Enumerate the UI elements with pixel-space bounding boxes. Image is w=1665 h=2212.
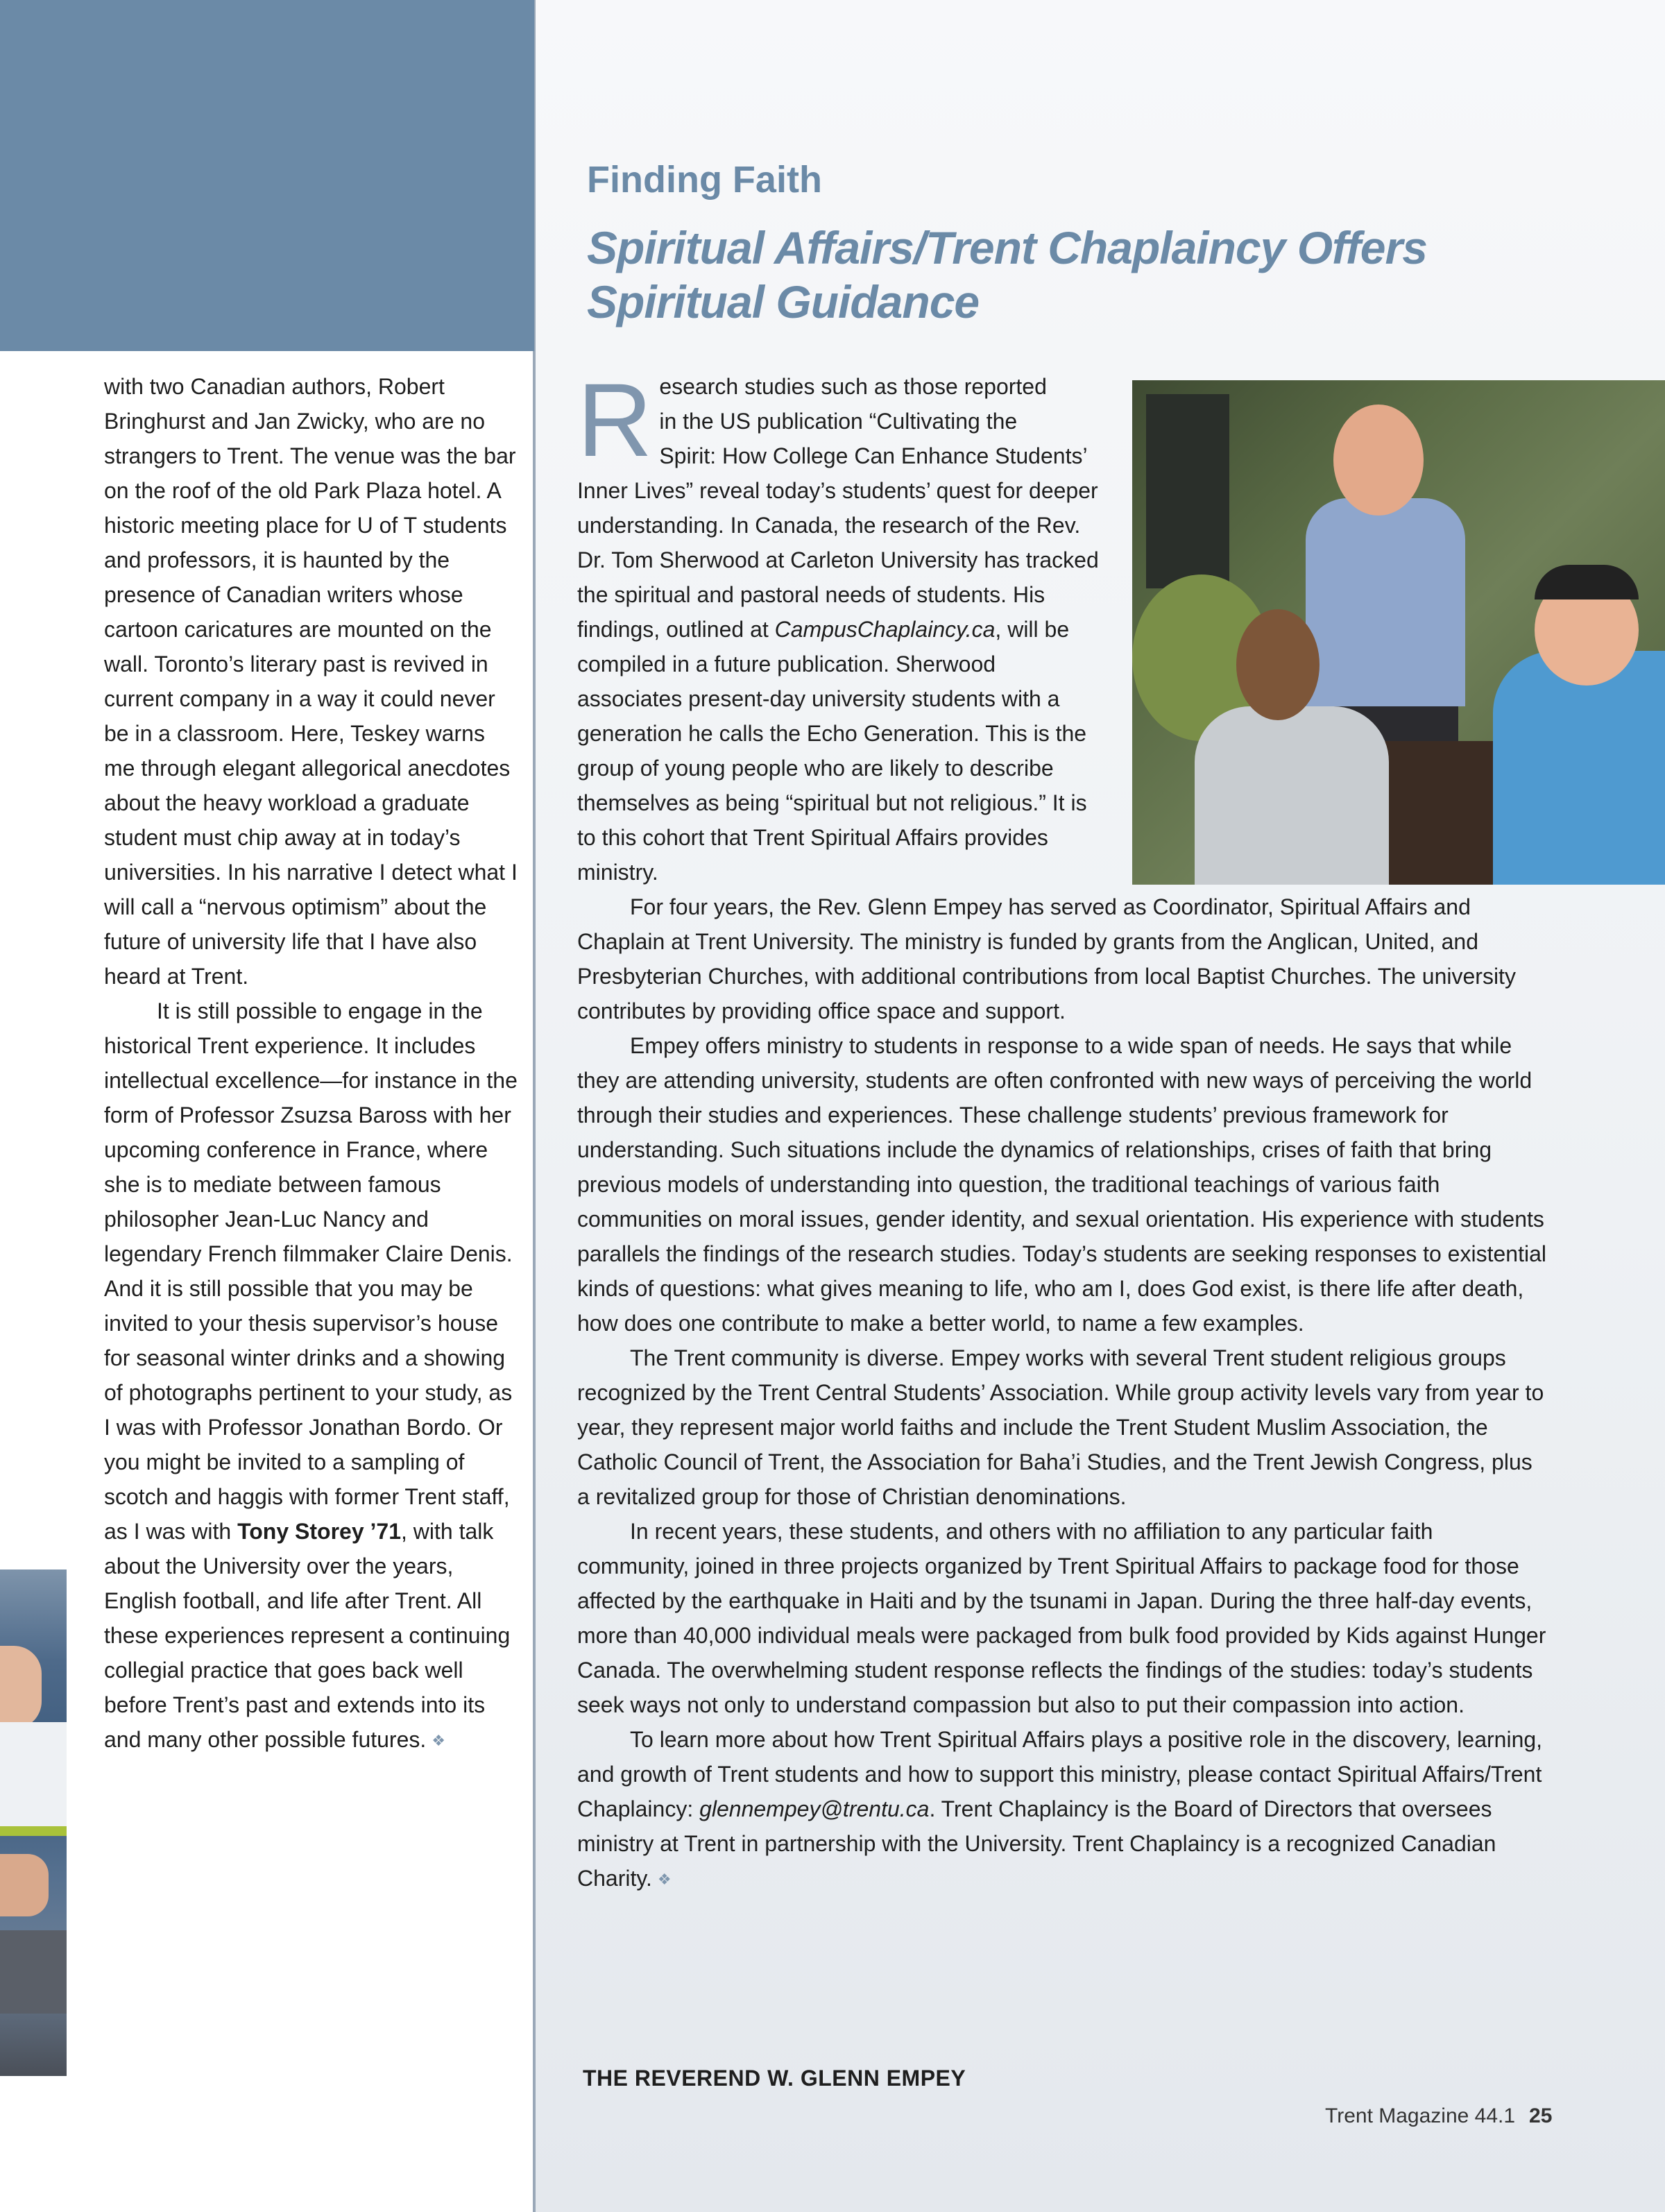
website-link[interactable]: CampusChaplaincy.ca	[774, 617, 996, 642]
article-paragraph-2: For four years, the Rev. Glenn Empey has served as Coordinator, Spiritual Affairs and Chaplain at Trent University. The ministry is funded by grants from the Anglican, United, and Presbyterian Churches, with additional contributions from local Baptist Churches. The university contributes by providing office space and support.	[577, 894, 1516, 1023]
article-kicker: Finding Faith	[587, 159, 822, 201]
header-color-block	[0, 0, 534, 351]
article-paragraph-5: In recent years, these students, and others with no affiliation to any particular faith community, joined in three projects organized by Trent Spiritual Affairs to package food for those affected by the earthquake in Haiti and by the tsunami in Japan. During the three half-day events, more than 40,000 individual meals were packaged from bulk food provided by Kids against Hunger Canada. The overwhelming student response reflects the findings of the studies: today’s students seek ways not only to understand compassion but also to put their compassion into action.	[577, 1519, 1546, 1717]
author-byline: THE REVEREND W. GLENN EMPEY	[583, 2066, 966, 2091]
drop-cap: R	[577, 361, 653, 478]
end-mark-icon: ❖	[657, 1871, 672, 1888]
article-paragraph-3: Empey offers ministry to students in response to a wide span of needs. He says that while they are attending university, students are often confronted with new ways of perceiving the world through their studies and experiences. These challenge students’ previous framework for understanding. Such situations include the dynamics of relationships, crises of faith that bring previous models of understanding into question, the traditional teachings of various faith communities on moral issues, gender identity, and sexual orientation. His experience with students parallels the findings of the research studies. Today’s students are seeking responses to existential kinds of questions: what gives meaning to life, who am I, does God exist, is there life after death, how does one contribute to make a better world, to name a few examples.	[577, 1033, 1546, 1336]
left-paragraph-1: with two Canadian authors, Robert Bringhurst and Jan Zwicky, who are no strangers to Trent. The venue was the bar on the roof of the old Park Plaza hotel. A historic meeting place for U of T students and professors, it is haunted by the presence of Canadian writers whose cartoon caricatures are mounted on the wall. Toronto’s literary past is revived in current company in a way it could never be in a classroom. Here, Teskey warns me through elegant allegorical anecdotes about the heavy workload a graduate student must chip away at in today’s universities. In his narrative I detect what I will call a “nervous optimism” about the future of university life that I have also heard at Trent.	[104, 374, 518, 989]
article-paragraph-4: The Trent community is diverse. Empey works with several Trent student religious groups recognized by the Trent Central Students’ Association. While group activity levels vary from year to year, they represent major world faiths and include the Trent Student Muslim Association, the Catholic Council of Trent, the Association for Baha’i Studies, and the Trent Jewish Congress, plus a revitalized group for those of Christian denominations.	[577, 1345, 1544, 1509]
page-footer	[1325, 2104, 1552, 2128]
contact-email-link[interactable]: glennempey@trentu.ca	[699, 1796, 930, 1821]
article-headline: Spiritual Affairs/Trent Chaplaincy Offers Spiritual Guidance	[587, 222, 1427, 327]
article-paragraph-1: R esearch studies such as those reported in the US publication “Cultivating the Spirit: How College Can Enhance Students’ Inner Lives” reveal today’s students’ quest for deeper understanding. In Canada, the research of the Rev. Dr. Tom Sherwood at Carleton University has tracked the spiritual and pastoral needs of students. His findings, outlined at CampusChaplaincy.ca, will be compiled in a future publication. Sherwood associates present-day university students with a generation he calls the Echo Generation. This is the group of young people who are likely to describe themselves as being “spiritual but not religious.” It is to this cohort that Trent Spiritual Affairs provides ministry.	[577, 361, 1099, 885]
page-number: 25	[1529, 2104, 1553, 2127]
publication-name: Trent Magazine 44.1	[1325, 2104, 1516, 2127]
article-body	[577, 361, 1548, 1897]
left-paragraph-2: It is still possible to engage in the historical Trent experience. It includes intellectual excellence—for instance in the form of Professor Zsuzsa Baross with her upcoming conference in France, where she is to mediate between famous philosopher Jean-Luc Nancy and legendary French filmmaker Claire Denis. And it is still possible that you may be invited to your thesis supervisor’s house for seasonal winter drinks and a showing of photographs pertinent to your study, as I was with Professor Jonathan Bordo. Or you might be invited to a sampling of scotch and haggis with former Trent staff, as I was with Tony Storey ’71, with talk about the University over the years, English football, and life after Trent. All these experiences represent a continuing collegial practice that goes back well before Trent’s past and extends into its and many other possible futures. ❖	[104, 998, 518, 1752]
rower-photo	[0, 1569, 67, 2076]
article-paragraph-6: To learn more about how Trent Spiritual Affairs plays a positive role in the discovery, learning, and growth of Trent students and how to support this ministry, please contact Spiritual Affairs/Trent Chaplaincy: glennempey@trentu.ca. Trent Chaplaincy is the Board of Directors that oversees ministry at Trent in partnership with the University. Trent Chaplaincy is a recognized Canadian Charity. ❖	[577, 1727, 1543, 1891]
alumni-name: Tony Storey ’71	[237, 1519, 401, 1544]
left-column-text	[104, 369, 520, 1758]
end-mark-icon: ❖	[432, 1732, 445, 1749]
